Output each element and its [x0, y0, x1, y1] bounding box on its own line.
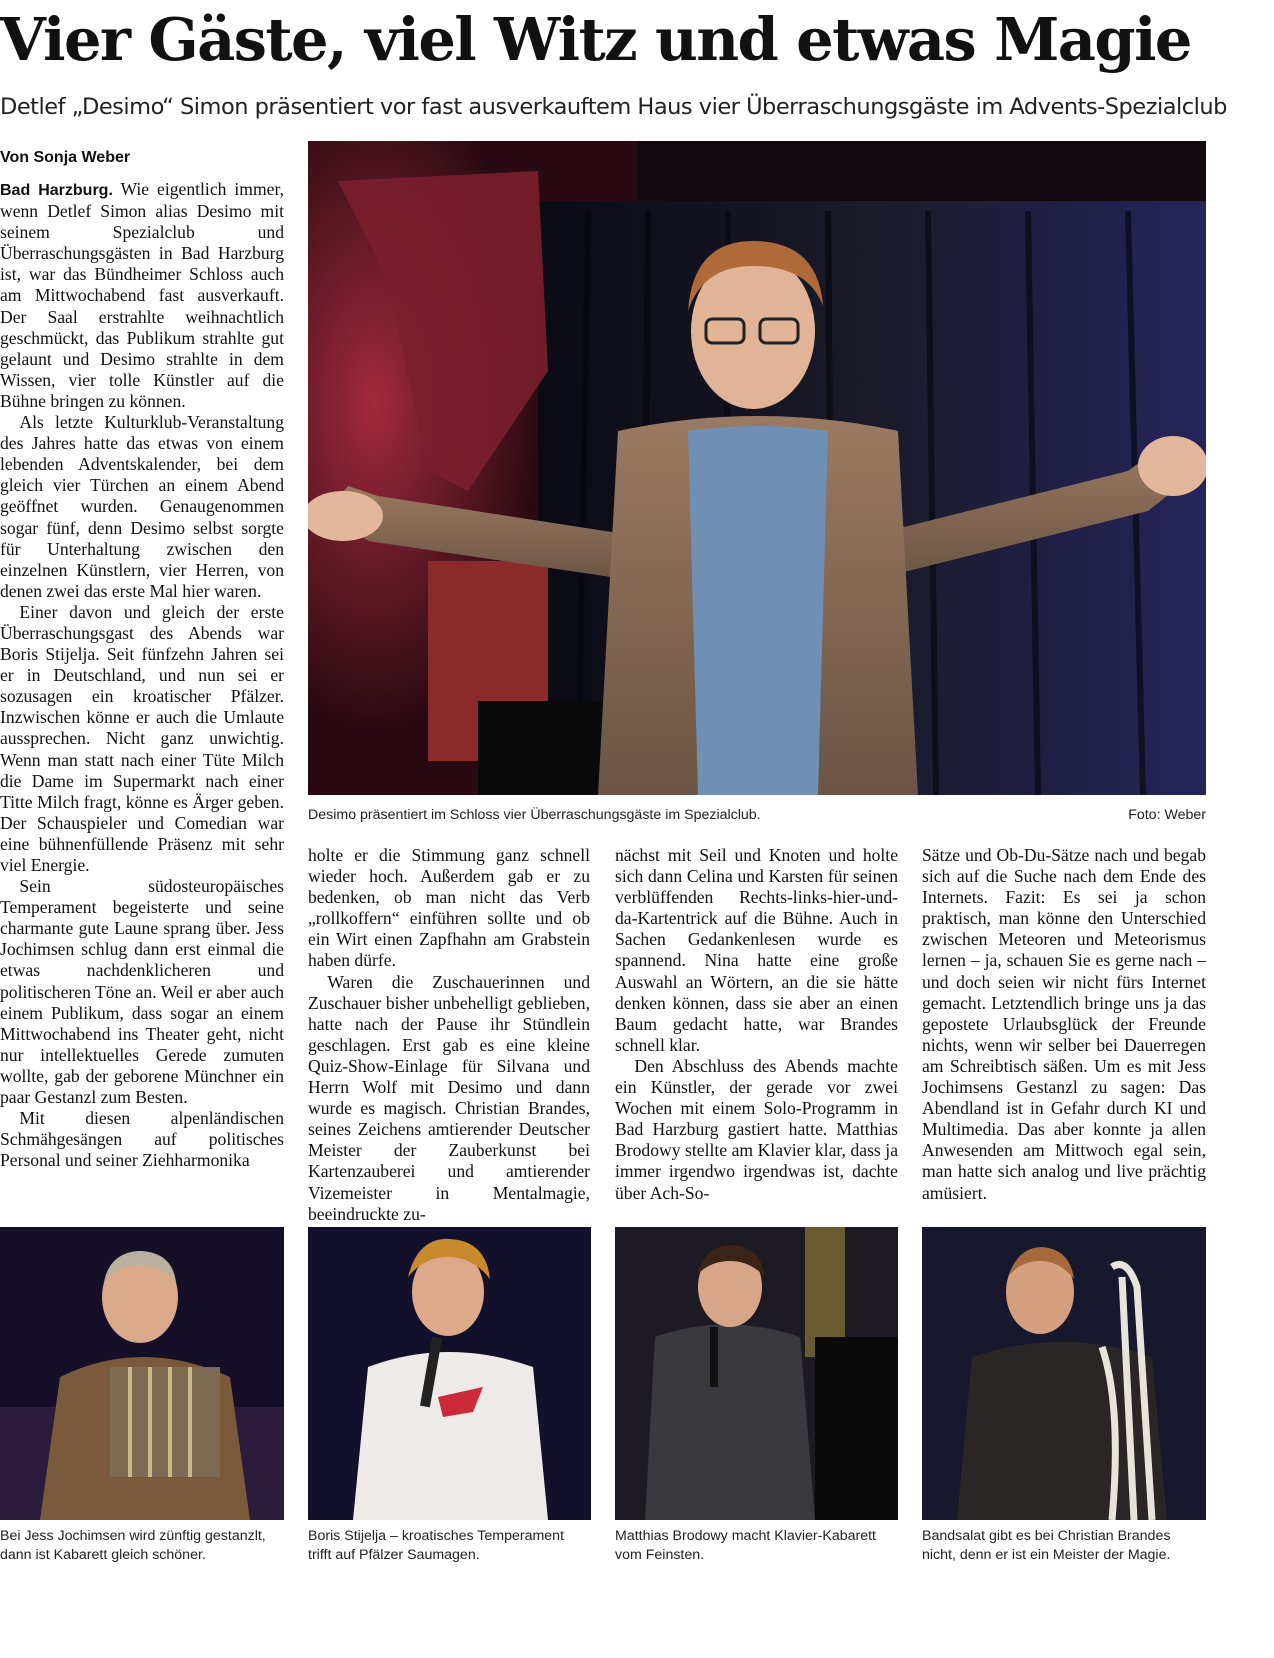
paragraph: Sein südosteuropäisches Temperament begeisterte und seine charmante gute Laune sprang über. Jess Jochimsen schlug dann erst einmal die etwas nachdenklicheren und politischeren Töne an. Weil er aber auch einem Publikum, dass sogar an einem Mittwochabend ins Theater geht, nicht nur intellektuelles Gerede zumuten wollte, gab der geborene Münchner ein paar Gestanzl zum Besten. [0, 876, 284, 1108]
headline: Vier Gäste, viel Witz und etwas Magie [0, 5, 1191, 74]
article-column-3 [615, 845, 898, 1204]
byline: Von Sonja Weber [0, 149, 131, 166]
photo-caption: Bei Jess Jochimsen wird zünftig gestanzlt, dann ist Kabarett gleich schöner. [0, 1528, 266, 1563]
photo-jess-jochimsen [0, 1227, 284, 1520]
subheadline: Detlef „Desimo“ Simon präsentiert vor fast ausverkauftem Haus vier Überraschungsgäste im Advents-Spezialclub [0, 94, 1227, 120]
paragraph: Als letzte Kulturklub-Veranstaltung des Jahres hatte das etwas von einem lebenden Adventskalender, bei dem gleich vier Türchen an einem Abend geöffnet wurden. Genaugenommen sogar fünf, denn Desimo selbst sorgte für Unterhaltung zwischen den einzelnen Künstlern, vier Herren, von denen zwei das erste Mal hier waren. [0, 412, 284, 601]
photo-credit: Foto: Weber [1128, 807, 1206, 823]
photo-christian-brandes [922, 1227, 1206, 1520]
article-column-4 [922, 845, 1206, 1204]
paragraph: holte er die Stimmung ganz schnell wieder hoch. Außerdem gab er zu bedenken, ob man nicht das Verb „rollkoffern“ einführen sollte und ob ein Wirt einen Zapfhahn am Grabstein haben dürfe. [308, 845, 590, 971]
photo-boris-stijelja [308, 1227, 591, 1520]
paragraph: nächst mit Seil und Knoten und holte sich dann Celina und Karsten für seinen verblüffenden Rechts-links-hier-und-da-Kartentrick auf die Bühne. Auch in Sachen Gedankenlesen wurde es spannend. Nina hatte eine große Auswahl an Wörtern, an die sie hätte denken können, dass sie aber an einen Baum gedacht hatte, war Brandes schnell klar. [615, 845, 898, 1055]
photo-matthias-brodowy [615, 1227, 898, 1520]
paragraph: Sätze und Ob-Du-Sätze nach und begab sich auf die Suche nach dem Ende des Internets. Fazit: Es sei ja schon praktisch, man könne den Unterschied zwischen Meteoren und Meteorismus lernen – ja, schauen Sie es gerne nach – und doch seien wir nicht fürs Internet gemacht. Letztendlich bringe uns ja das gepostete Urlaubsglück der Freunde nichts, wenn wir selber bei Dauerregen am Schreibtisch säßen. Um es mit Jess Jochimsens Gestanzl zu sagen: Das Abendland ist in Gefahr durch KI und Multimedia. Das aber konnte ja allen Anwesenden am Mittwoch egal sein, man hatte sich analog und live prächtig amüsiert. [922, 845, 1206, 1203]
dateline: Bad Harzburg. [0, 182, 113, 199]
main-photo [308, 141, 1206, 795]
photo-caption: Matthias Brodowy macht Klavier-Kabarett vom Feinsten. [615, 1528, 877, 1563]
main-photo-caption: Desimo präsentiert im Schloss vier Überraschungsgäste im Spezialclub. [308, 807, 761, 823]
photo-caption: Bandsalat gibt es bei Christian Brandes nicht, denn er ist ein Meister der Magie. [922, 1528, 1171, 1563]
paragraph: Bad Harzburg. Wie eigentlich immer, wenn Detlef Simon alias Desimo mit seinem Spezialclub und Überraschungsgästen in Bad Harzburg ist, war das Bündheimer Schloss auch am Mittwochabend fast ausverkauft. Der Saal erstrahlte weihnachtlich geschmückt, das Publikum strahlte gut gelaunt und Desimo strahlte in dem Wissen, vier tolle Künstler auf die Bühne bringen zu können. [0, 179, 284, 411]
paragraph: Waren die Zuschauerinnen und Zuschauer bisher unbehelligt geblieben, hatte nach der Pause ihr Stündlein geschlagen. Erst gab es eine kleine Quiz-Show-Einlage für Silvana und Herrn Wolf mit Desimo und dann wurde es magisch. Christian Brandes, seines Zeichens amtierender Deutscher Meister der Zauberkunst bei Kartenzauberei und amtierender Vizemeister in Mentalmagie, beeindruckte zu- [308, 971, 590, 1224]
photo-caption: Boris Stijelja – kroatisches Temperament trifft auf Pfälzer Saumagen. [308, 1528, 565, 1563]
paragraph: Den Abschluss des Abends machte ein Künstler, der gerade vor zwei Wochen mit einem Solo-Programm in Bad Harzburg gastiert hatte. Matthias Brodowy stellte am Klavier klar, dass ja immer irgendwo irgendwas ist, dachte über Ach-So- [615, 1055, 898, 1203]
article-column-2 [308, 845, 590, 1225]
article-column-1 [0, 179, 284, 1171]
paragraph: Einer davon und gleich der erste Überraschungsgast des Abends war Boris Stijelja. Seit fünfzehn Jahren sei er in Deutschland, und nun sei er sozusagen ein kroatischer Pfälzer. Inzwischen könne er auch die Umlaute aussprechen. Nicht ganz unwichtig. Wenn man statt nach einer Tüte Milch die Dame im Supermarkt nach einer Titte Milch fragt, könne es Ärger geben. Der Schauspieler und Comedian war eine bühnenfüllende Präsenz mit sehr viel Energie. [0, 601, 284, 875]
paragraph: Mit diesen alpenländischen Schmähgesängen auf politisches Personal und seiner Ziehharmonika [0, 1108, 284, 1171]
